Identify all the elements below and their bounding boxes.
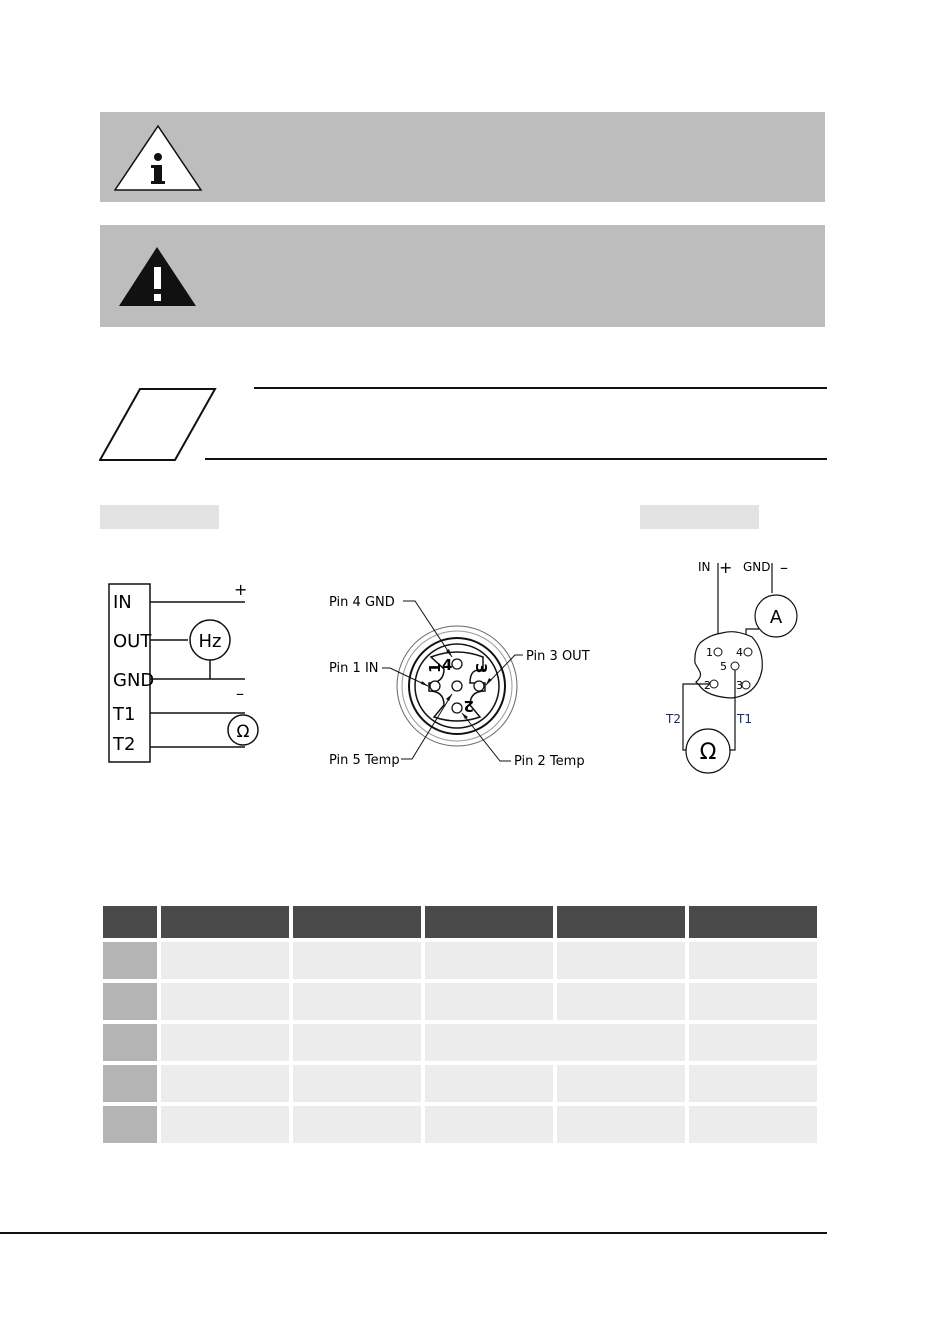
table-row xyxy=(103,1065,817,1102)
callout-pin2: Pin 2 Temp xyxy=(514,754,585,769)
table-row xyxy=(103,942,817,979)
connector-pinout xyxy=(320,585,600,775)
specification-table xyxy=(99,902,821,1147)
gnd-label: GND xyxy=(743,560,771,574)
terminal-t1: T1 xyxy=(113,704,136,725)
pin-5: 5 xyxy=(720,660,727,673)
terminal-out: OUT xyxy=(113,631,152,652)
face-number-4: 4 xyxy=(442,656,453,674)
plus-sign: + xyxy=(234,580,248,599)
ammeter-label: A xyxy=(769,607,783,628)
face-number-1: 1 xyxy=(426,662,444,673)
pin-3: 3 xyxy=(736,679,743,692)
callout-pin3: Pin 3 OUT xyxy=(526,649,590,664)
t2-label: T2 xyxy=(666,712,681,726)
note-bottom-rule xyxy=(205,458,827,460)
table-row xyxy=(103,1106,817,1143)
terminal-t2: T2 xyxy=(113,734,136,755)
frequency-meter-label: Hz xyxy=(198,631,222,652)
callout-pin4: Pin 4 GND xyxy=(329,595,395,610)
parallelogram-icon xyxy=(99,387,219,463)
section-tab-left xyxy=(100,505,219,529)
section-tab-right xyxy=(640,505,759,529)
warning-notice xyxy=(100,225,825,327)
info-notice xyxy=(100,112,825,202)
table-row xyxy=(103,983,817,1020)
minus-sign: – xyxy=(236,684,244,703)
gnd-minus: – xyxy=(780,558,788,577)
callout-pin5: Pin 5 Temp xyxy=(329,753,400,768)
terminal-gnd: GND xyxy=(113,670,155,691)
in-label: IN xyxy=(698,560,711,574)
pin-1: 1 xyxy=(706,646,713,659)
pin-4: 4 xyxy=(736,646,743,659)
current-ohm-label: Ω xyxy=(699,740,717,765)
current-wiring-diagram xyxy=(662,555,812,780)
footer-rule xyxy=(0,1232,827,1234)
info-icon xyxy=(114,124,204,192)
table-row xyxy=(103,1024,817,1061)
table-header-row xyxy=(103,906,817,938)
t1-label: T1 xyxy=(737,712,752,726)
face-number-3: 3 xyxy=(472,663,490,674)
terminal-in: IN xyxy=(113,592,132,613)
in-plus: + xyxy=(719,558,733,577)
callout-pin1: Pin 1 IN xyxy=(329,661,379,676)
warning-icon xyxy=(118,245,198,309)
note-top-rule xyxy=(254,387,827,389)
wiring-diagram xyxy=(100,575,275,770)
ohm-meter-label: Ω xyxy=(236,722,250,742)
face-number-2: 2 xyxy=(463,697,474,715)
pin-2: 2 xyxy=(704,679,711,692)
